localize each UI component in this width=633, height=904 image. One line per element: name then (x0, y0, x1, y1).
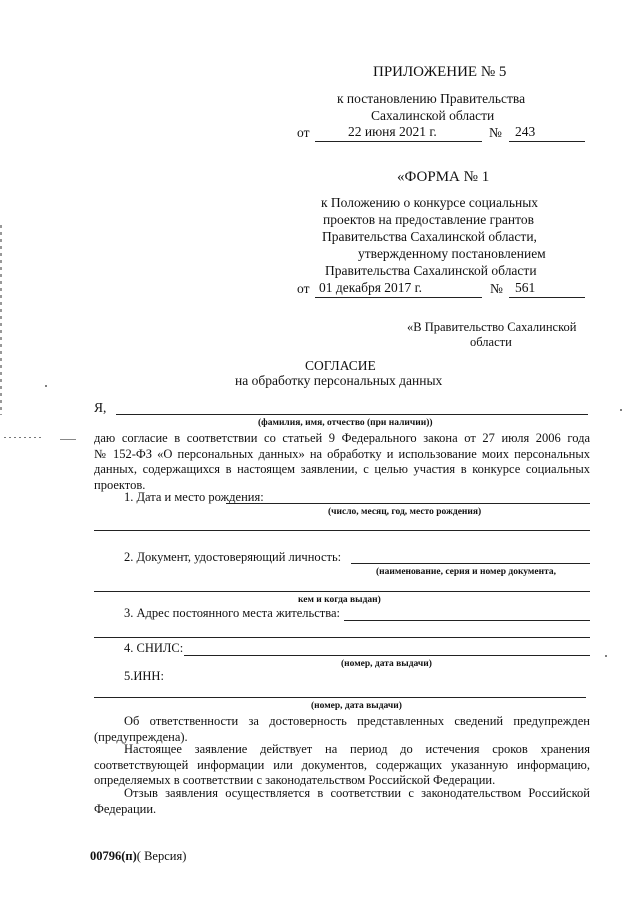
scan-speck (45, 385, 47, 387)
scan-dash-mark (4, 437, 44, 438)
addressee-line-2: области (470, 335, 512, 349)
item1-field-line-2[interactable] (94, 530, 590, 531)
appendix-line-2: Сахалинской области (371, 108, 495, 123)
item5-field-line[interactable] (94, 697, 586, 698)
footer-code-line (90, 849, 186, 864)
form-date: 01 декабря 2017 г. (319, 280, 423, 295)
item1-field-line[interactable] (226, 503, 590, 504)
consent-line: проектов. (94, 477, 146, 492)
validity-line: определяемых в соответствии с законодательством Российской Федерации. (94, 773, 496, 787)
scan-speck (620, 409, 622, 411)
form-title: «ФОРМА № 1 (397, 169, 490, 185)
scan-dash-mark (60, 439, 76, 440)
form-number-line (509, 297, 585, 298)
validity-line: Настоящее заявление действует на период до истечения сроков хранения (124, 742, 590, 756)
validity-paragraph (94, 742, 590, 789)
revocation-paragraph (94, 786, 590, 817)
item3-field-line-2[interactable] (94, 637, 590, 638)
footer-version: ( Версия) (136, 849, 187, 863)
consent-paragraph (94, 431, 590, 493)
revocation-line: Федерации. (94, 801, 157, 816)
item2-hint: (наименование, серия и номер документа, (376, 567, 556, 577)
fio-hint: (фамилия, имя, отчество (при наличии)) (258, 418, 433, 428)
scan-edge-mark (0, 225, 2, 415)
consent-line: данных, содержащихся в настоящем заявлении, с целью участия в конкурсе социальных (94, 462, 590, 476)
form-ot-label: от (297, 281, 310, 296)
addressee-line-1: «В Правительство Сахалинской (407, 320, 577, 334)
appendix-title: ПРИЛОЖЕНИЕ № 5 (373, 64, 507, 80)
item4-hint: (номер, дата выдачи) (341, 659, 432, 669)
form-line-5: Правительства Сахалинской области (325, 263, 537, 278)
ya-label: Я, (94, 400, 107, 415)
appendix-date: 22 июня 2021 г. (348, 124, 437, 139)
fio-field-line[interactable] (116, 414, 588, 415)
responsibility-line: (предупреждена). (94, 729, 188, 744)
item1-hint: (число, месяц, год, место рождения) (328, 507, 482, 517)
revocation-line: Отзыв заявления осуществляется в соответствии с законодательством Российской (124, 786, 590, 800)
item1-label: 1. Дата и место рождения: (124, 490, 264, 504)
item2-hint-2: кем и когда выдан) (298, 595, 381, 605)
item5-hint: (номер, дата выдачи) (311, 701, 402, 711)
form-line-2: проектов на предоставление грантов (323, 212, 534, 227)
appendix-date-line (315, 141, 482, 142)
consent-subtitle: на обработку персональных данных (235, 373, 443, 388)
appendix-ot-label: от (297, 125, 310, 140)
appendix-line-1: к постановлению Правительства (337, 91, 526, 106)
item4-label: 4. СНИЛС: (124, 641, 184, 655)
validity-line: соответствующей информации или документов, содержащих указанную информацию, (94, 757, 590, 772)
footer-code: 00796(п) (90, 849, 137, 863)
item3-field-line[interactable] (344, 620, 590, 621)
item5-label: 5.ИНН: (124, 669, 164, 683)
responsibility-line: Об ответственности за достоверность представленных сведений предупрежден (124, 714, 590, 728)
form-line-4: утвержденному постановлением (358, 246, 546, 261)
item2-field-line[interactable] (351, 563, 590, 564)
form-number: 561 (515, 280, 536, 295)
item4-field-line[interactable] (184, 655, 590, 656)
scan-speck (605, 655, 607, 657)
responsibility-paragraph (94, 714, 590, 745)
form-no-label: № (490, 281, 503, 296)
item3-label: 3. Адрес постоянного места жительства: (124, 606, 340, 620)
item2-label: 2. Документ, удостоверяющий личность: (124, 550, 342, 564)
appendix-number-line (509, 141, 585, 142)
form-date-line (315, 297, 482, 298)
item2-field-line-2[interactable] (94, 591, 590, 592)
appendix-no-label: № (489, 125, 502, 140)
form-line-3: Правительства Сахалинской области, (322, 229, 537, 244)
form-line-1: к Положению о конкурсе социальных (321, 195, 539, 210)
consent-title: СОГЛАСИЕ (305, 358, 376, 373)
appendix-number: 243 (515, 124, 536, 139)
consent-line: даю согласие в соответствии со статьей 9 Федерального закона от 27 июля 2006 года (94, 431, 590, 445)
consent-line: № 152-ФЗ «О персональных данных» на обработку и использование моих персональных (94, 446, 590, 461)
